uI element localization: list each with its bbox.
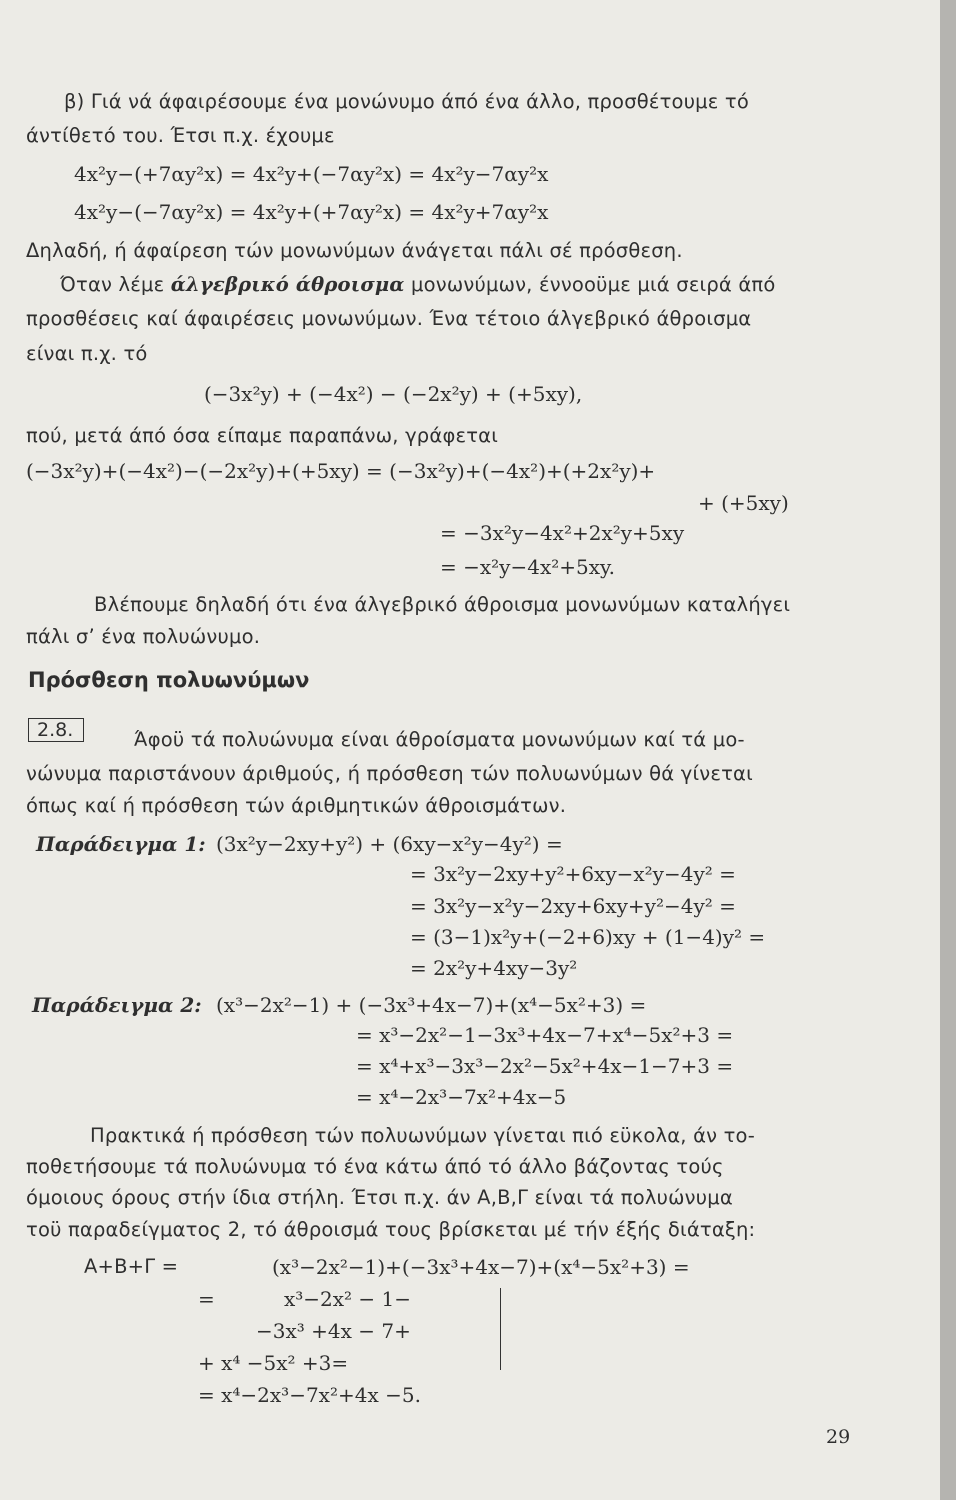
- algebraic-sum-line-3: είναι π.χ. τό: [26, 342, 148, 365]
- algebraic-sum-term: άλγεβρικό άθροισμα: [170, 273, 405, 296]
- algebraic-sum-pre: Όταν λέμε: [60, 273, 171, 296]
- algebraic-sum-line-1: [60, 272, 776, 298]
- example-1-first: (3x²y−2xy+y²) + (6xy−x²y−4y²) =: [216, 832, 563, 856]
- page-number: 29: [826, 1426, 851, 1448]
- where-text: πού, μετά άπό όσα είπαμε παραπάνω, γράφεται: [26, 424, 499, 447]
- paragraph-b-line-1: β) Γιά νά άφαιρέσουμε ένα μονώνυμο άπό ένα άλλο, προσθέτουμε τό: [64, 90, 749, 113]
- section-2-8-line-3: όπως καί ή πρόσθεση τών άριθμητικών άθροισμάτων.: [26, 794, 567, 817]
- layout-row-c: + x⁴ −5x² +3=: [198, 1351, 349, 1375]
- example-2-label: Παράδειγμα 2:: [32, 993, 202, 1017]
- page-edge-shadow: [940, 0, 956, 1500]
- section-number-box: 2.8.: [28, 718, 84, 742]
- section-2-8-line-1: Άφοϋ τά πολυώνυμα είναι άθροίσματα μονωνύμων καί τά μο-: [134, 728, 745, 751]
- example-b-line-2: 4x²y−(−7αy²x) = 4x²y+(+7αy²x) = 4x²y+7αy²x: [74, 200, 549, 224]
- algebraic-sum-line-2: προσθέσεις καί άφαιρέσεις μονωνύμων. Ένα τέτοιο άλγεβρικό άθροισμα: [26, 307, 752, 330]
- derivation-line-2: + (+5xy): [698, 491, 789, 515]
- example-1-step-4: = 2x²y+4xy−3y²: [410, 956, 578, 980]
- section-2-8-line-2: νώνυμα παριστάνουν άριθμούς, ή πρόσθεση τών πολυωνύμων θά γίνεται: [26, 762, 753, 785]
- practical-line-2: ποθετήσουμε τά πολυώνυμα τό ένα κάτω άπό τό άλλο βάζοντας τούς: [26, 1155, 724, 1178]
- practical-line-3: όμοιους όρους στήν ίδια στήλη. Έτσι π.χ. άν Α,Β,Γ είναι τά πολυώνυμα: [26, 1186, 733, 1209]
- layout-sum-lhs: Α+Β+Γ =: [84, 1255, 179, 1278]
- example-1-step-2: = 3x²y−x²y−2xy+6xy+y²−4y² =: [410, 894, 736, 918]
- layout-row-result: = x⁴−2x³−7x²+4x −5.: [198, 1383, 421, 1407]
- practical-line-1: Πρακτικά ή πρόσθεση τών πολυωνύμων γίνεται πιό εϋκολα, άν το-: [90, 1124, 755, 1147]
- example-1-step-1: = 3x²y−2xy+y²+6xy−x²y−4y² =: [410, 862, 736, 886]
- conclusion-line-1: Βλέπουμε δηλαδή ότι ένα άλγεβρικό άθροισμα μονωνύμων καταλήγει: [94, 593, 791, 616]
- example-2-step-2: = x⁴+x³−3x³−2x²−5x²+4x−1−7+3 =: [356, 1054, 734, 1078]
- layout-sum-rhs: (x³−2x²−1)+(−3x³+4x−7)+(x⁴−5x²+3) =: [272, 1255, 690, 1279]
- example-2-step-1: = x³−2x²−1−3x³+4x−7+x⁴−5x²+3 =: [356, 1023, 734, 1047]
- example-b-line-1: 4x²y−(+7αy²x) = 4x²y+(−7αy²x) = 4x²y−7αy²x: [74, 162, 549, 186]
- derivation-line-1: (−3x²y)+(−4x²)−(−2x²y)+(+5xy) = (−3x²y)+(−4x²)+(+2x²y)+: [26, 459, 656, 483]
- conclusion-line-2: πάλι σ’ ένα πολυώνυμο.: [26, 625, 261, 648]
- column-brace: [500, 1288, 501, 1370]
- sum-expression: (−3x²y) + (−4x²) − (−2x²y) + (+5xy),: [204, 382, 583, 406]
- algebraic-sum-post: μονωνύμων, έννοοϋμε μιά σειρά άπό: [404, 273, 776, 296]
- section-title: Πρόσθεση πολυωνύμων: [28, 668, 310, 692]
- layout-row-b: −3x³ +4x − 7+: [256, 1319, 411, 1343]
- layout-row-a: x³−2x² − 1−: [284, 1287, 412, 1311]
- example-1-label: Παράδειγμα 1:: [36, 832, 206, 856]
- practical-line-4: τοϋ παραδείγματος 2, τό άθροισμά τους βρίσκεται μέ τήν έξής διάταξη:: [26, 1218, 756, 1241]
- example-2-step-3: = x⁴−2x³−7x²+4x−5: [356, 1085, 567, 1109]
- example-2-first: (x³−2x²−1) + (−3x³+4x−7)+(x⁴−5x²+3) =: [216, 993, 647, 1017]
- derivation-line-3: = −3x²y−4x²+2x²y+5xy: [440, 521, 685, 545]
- paragraph-b-line-2: άντίθετό του. Έτσι π.χ. έχουμε: [26, 124, 335, 147]
- subtraction-note: Δηλαδή, ή άφαίρεση τών μονωνύμων άνάγεται πάλι σέ πρόσθεση.: [26, 239, 683, 262]
- example-1-step-3: = (3−1)x²y+(−2+6)xy + (1−4)y² =: [410, 925, 766, 949]
- derivation-line-4: = −x²y−4x²+5xy.: [440, 555, 616, 579]
- layout-row-equals: =: [198, 1287, 215, 1311]
